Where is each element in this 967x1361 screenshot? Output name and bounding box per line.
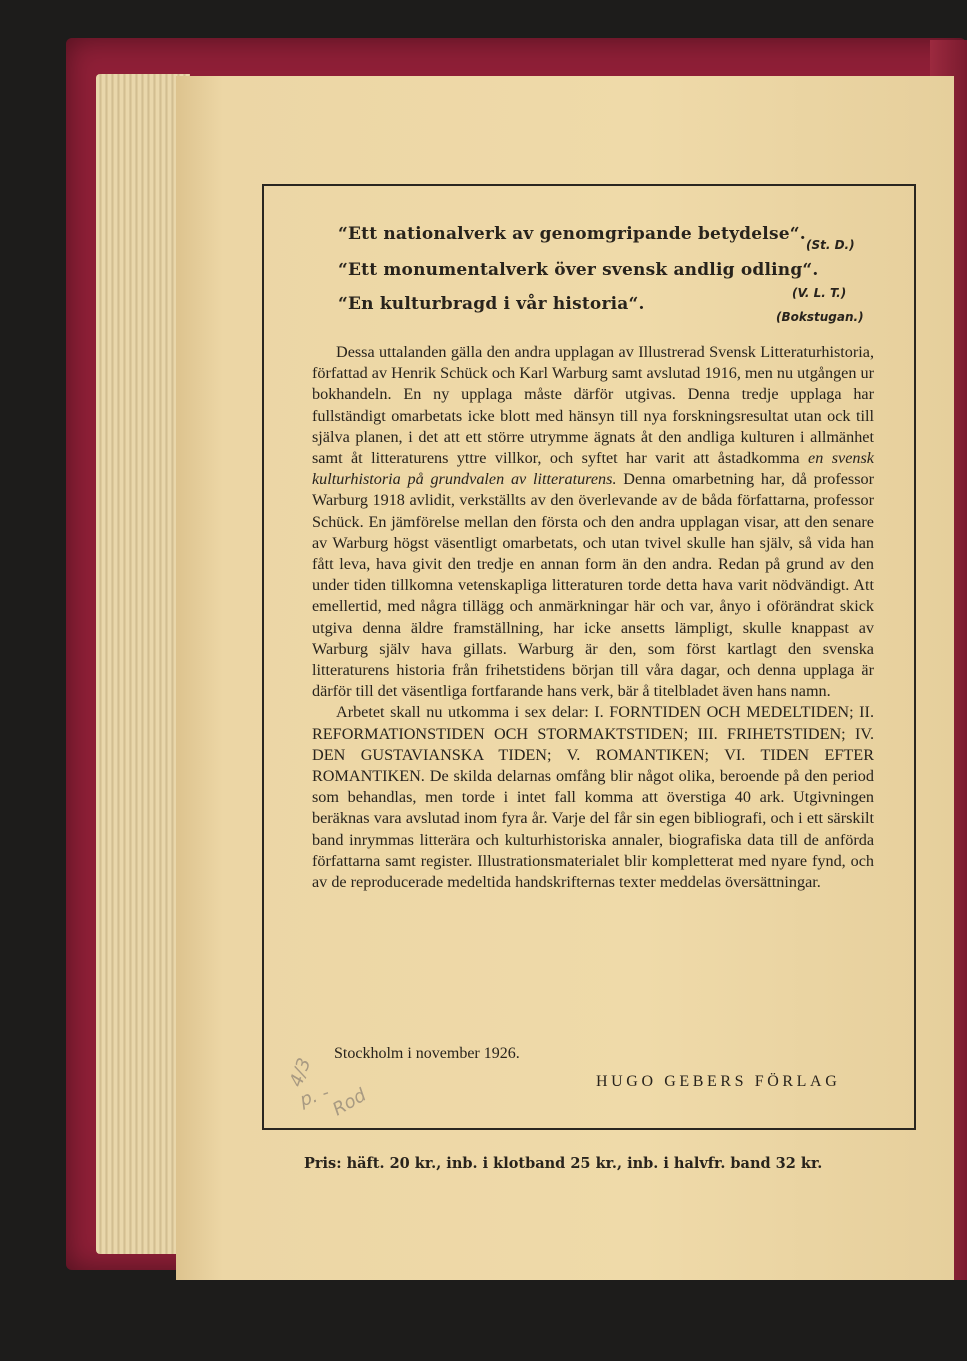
quote-2: “Ett monumentalverk över svensk andlig odling“. (338, 260, 819, 280)
quote-1: “Ett nationalverk av genomgripande betydelse“. (338, 224, 806, 244)
paragraph-2: Arbetet skall nu utkomma i sex delar: I. FORNTIDEN OCH MEDELTIDEN; II. REFORMATIONSTIDEN OCH STORMAKTSTIDEN; III. FRIHETSTIDEN; IV. DEN GUSTAVIANSKA TIDEN; V. ROMANTIKEN; VI. TIDEN EFTER ROMANTIKEN. De skilda delarnas omfång blir något olika, beroende på den period som behandlas, men torde i intet fall komma att överstiga 40 ark. Utgivningen beräknas vara avslutad inom fyra år. Varje del får sin egen bibliografi, och i ett särskilt band inrymmas litterära och kulturhistoriska annaler, biografiska data till de anförda författarna samt register. Illustrationsmaterialet blir kompletterat med nyare fynd, och av de reproducerade medeltida handskrifternas texter meddelas översättningar. (312, 703, 874, 892)
paragraph-1-part-a: Dessa uttalanden gälla den andra upplagan av Illustrerad Svensk Litteraturhistoria, författad av Henrik Schück och Karl Warburg samt avslutad 1916, men nu utgången ur bokhandeln. En ny upplaga måste därför utgivas. Denna tredje upplaga har fullständigt omarbetats icke blott med hänsyn till nya forskningsresultat utan ock till själva planen, i det att ett större utrymme ägnats åt den andliga kulturen i allmänhet samt åt litteraturens yttre villkor, och syftet har varit att åstadkomma (312, 343, 874, 468)
paragraph-1-part-b: Denna omarbetning har, då professor Warburg 1918 avlidit, verkställts av den överlevande av de båda författarna, professor Schück. En jämförelse mellan den första och den andra upplagan visar, att den senare av Warburg högst väsentligt omarbetats, och utan tvivel skulle han själv, så vida han fått leva, hava givit den tredje en annan form än den andra. Redan på grund av den under tiden tillkomna vetenskapliga litteraturen torde detta hava varit nödvändigt. Att emellertid, med några tillägg och anmärkningar här och var, ånyo i oförändrat skick utgiva denna äldre framställning, har icke ansetts lämpligt, skulle knappast av Warburg själv hava gillats. Warburg är den, som först kartlagt den svenska litteraturens historia från frihetstidens början till våra dagar, och denna upplaga är därför till det väsentliga fortfarande hans verk, bär å titelbladet även hans namn. (312, 470, 874, 701)
pencil-note-3: Rod (329, 1084, 370, 1121)
signoff: Stockholm i november 1926. (334, 1045, 520, 1062)
quote-1-source: (St. D.) (806, 238, 855, 252)
body-text (312, 342, 874, 893)
quote-3: “En kulturbragd i vår historia“. (338, 294, 645, 314)
pencil-note-2: p. - (297, 1081, 332, 1112)
price-line: Pris: häft. 20 kr., inb. i klotband 25 kr., inb. i halvfr. band 32 kr. (304, 1155, 823, 1172)
paragraph-1-italic: en svensk kulturhistoria på grundvalen av litteraturens. (312, 449, 874, 489)
paragraph-1 (312, 342, 874, 702)
pencil-note-1: 4/3 (285, 1055, 316, 1090)
quote-2-source: (V. L. T.) (792, 286, 847, 300)
quote-3-source: (Bokstugan.) (776, 310, 864, 324)
publisher: HUGO GEBERS FÖRLAG (596, 1073, 841, 1090)
